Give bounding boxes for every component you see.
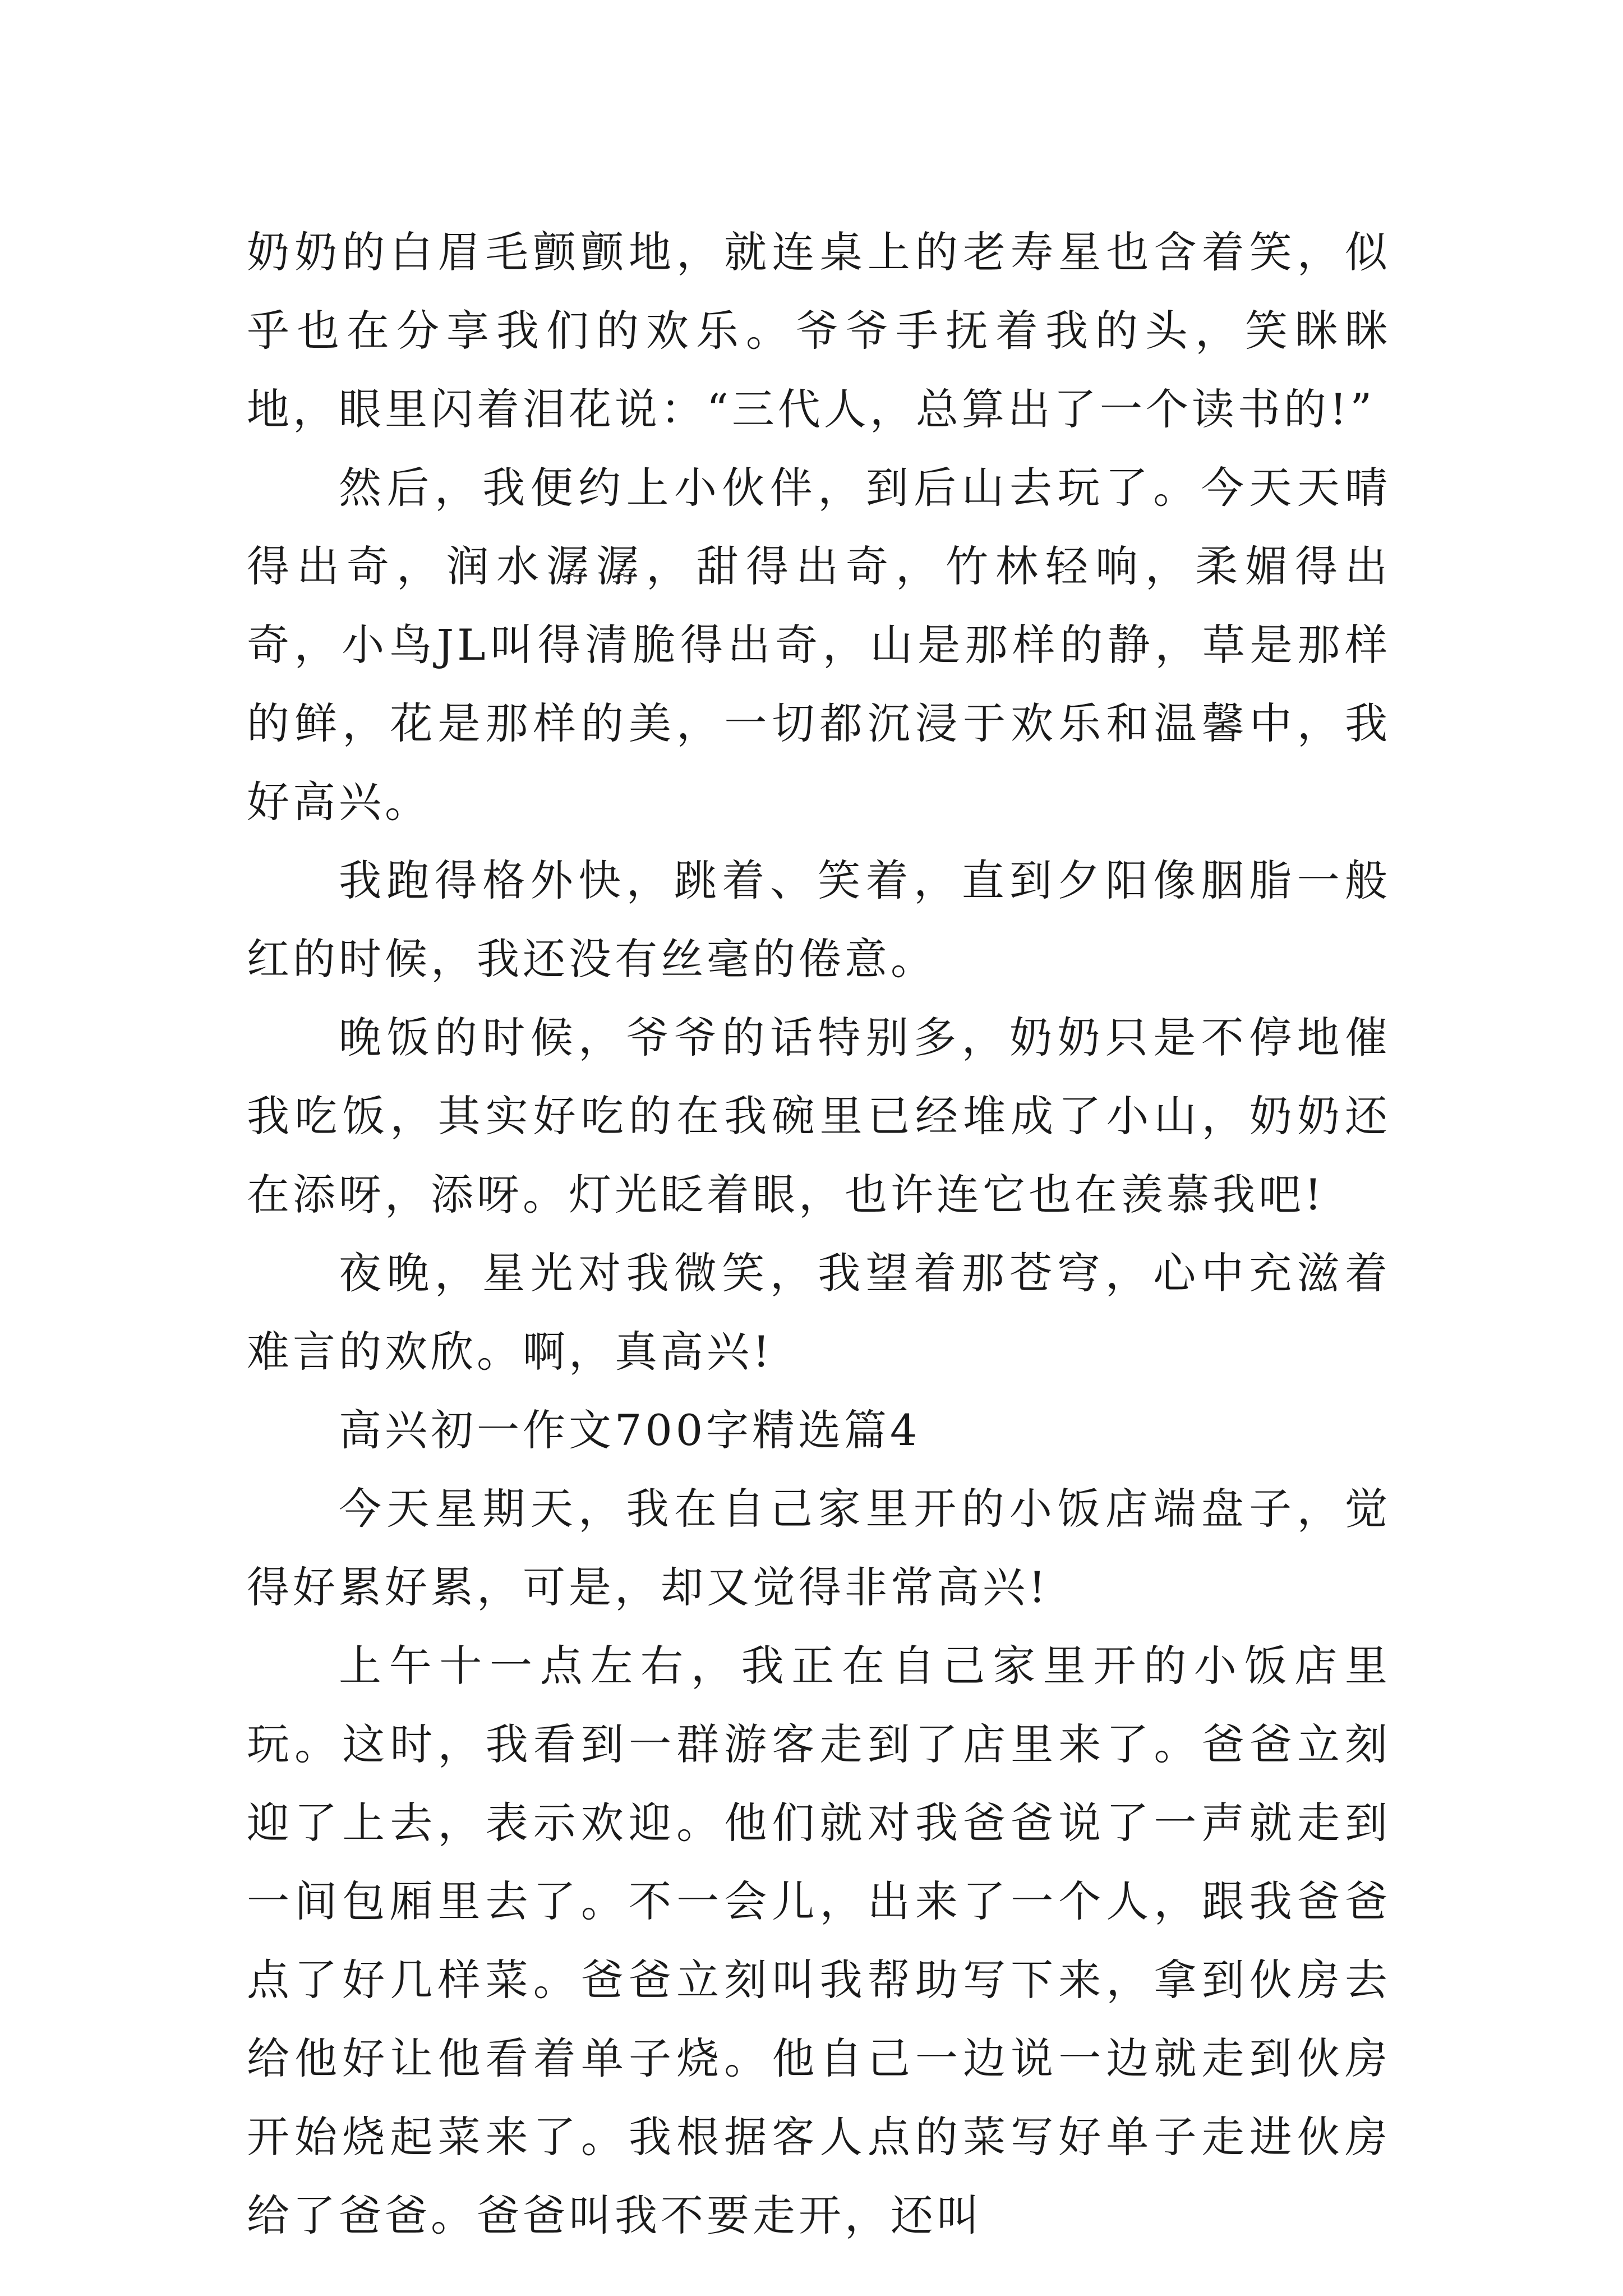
paragraph-1: 奶奶的白眉毛颤颤地，就连桌上的老寿星也含着笑，似乎也在分享我们的欢乐。爷爷手抚着我的头，笑眯眯地，眼里闪着泪花说：“三代人，总算出了一个读书的!” bbox=[247, 227, 1391, 434]
paragraph-6: 今天星期天，我在自己家里开的小饭店端盘子，觉得好累好累，可是，却又觉得非常高兴! bbox=[247, 1484, 1391, 1612]
document-page bbox=[247, 213, 1391, 2255]
section-heading: 高兴初一作文700字精选篇4 bbox=[339, 1405, 921, 1455]
paragraph-5: 夜晚，星光对我微笑，我望着那苍穹，心中充滋着难言的欢欣。啊，真高兴! bbox=[247, 1248, 1391, 1377]
paragraph-4: 晚饭的时候，爷爷的话特别多，奶奶只是不停地催我吃饭，其实好吃的在我碗里已经堆成了小山，奶奶还在添呀，添呀。灯光眨着眼，也许连它也在羡慕我吧! bbox=[247, 1013, 1391, 1220]
paragraph-2: 然后，我便约上小伙伴，到后山去玩了。今天天晴得出奇，润水潺潺，甜得出奇，竹林轻响，柔媚得出奇，小鸟JL叫得清脆得出奇，山是那样的静，草是那样的鲜，花是那样的美，一切都沉浸于欢乐和温馨中，我好高兴。 bbox=[247, 463, 1391, 827]
paragraph-7: 上午十一点左右，我正在自己家里开的小饭店里玩。这时，我看到一群游客走到了店里来了。爸爸立刻迎了上去，表示欢迎。他们就对我爸爸说了一声就走到一间包厢里去了。不一会儿，出来了一个人，跟我爸爸点了好几样菜。爸爸立刻叫我帮助写下来，拿到伙房去给他好让他看着单子烧。他自己一边说一边就走到伙房开始烧起菜来了。我根据客人点的菜写好单子走进伙房给了爸爸。爸爸叫我不要走开，还叫 bbox=[247, 1641, 1391, 2240]
paragraph-3: 我跑得格外快，跳着、笑着，直到夕阳像胭脂一般红的时候，我还没有丝毫的倦意。 bbox=[247, 855, 1391, 984]
